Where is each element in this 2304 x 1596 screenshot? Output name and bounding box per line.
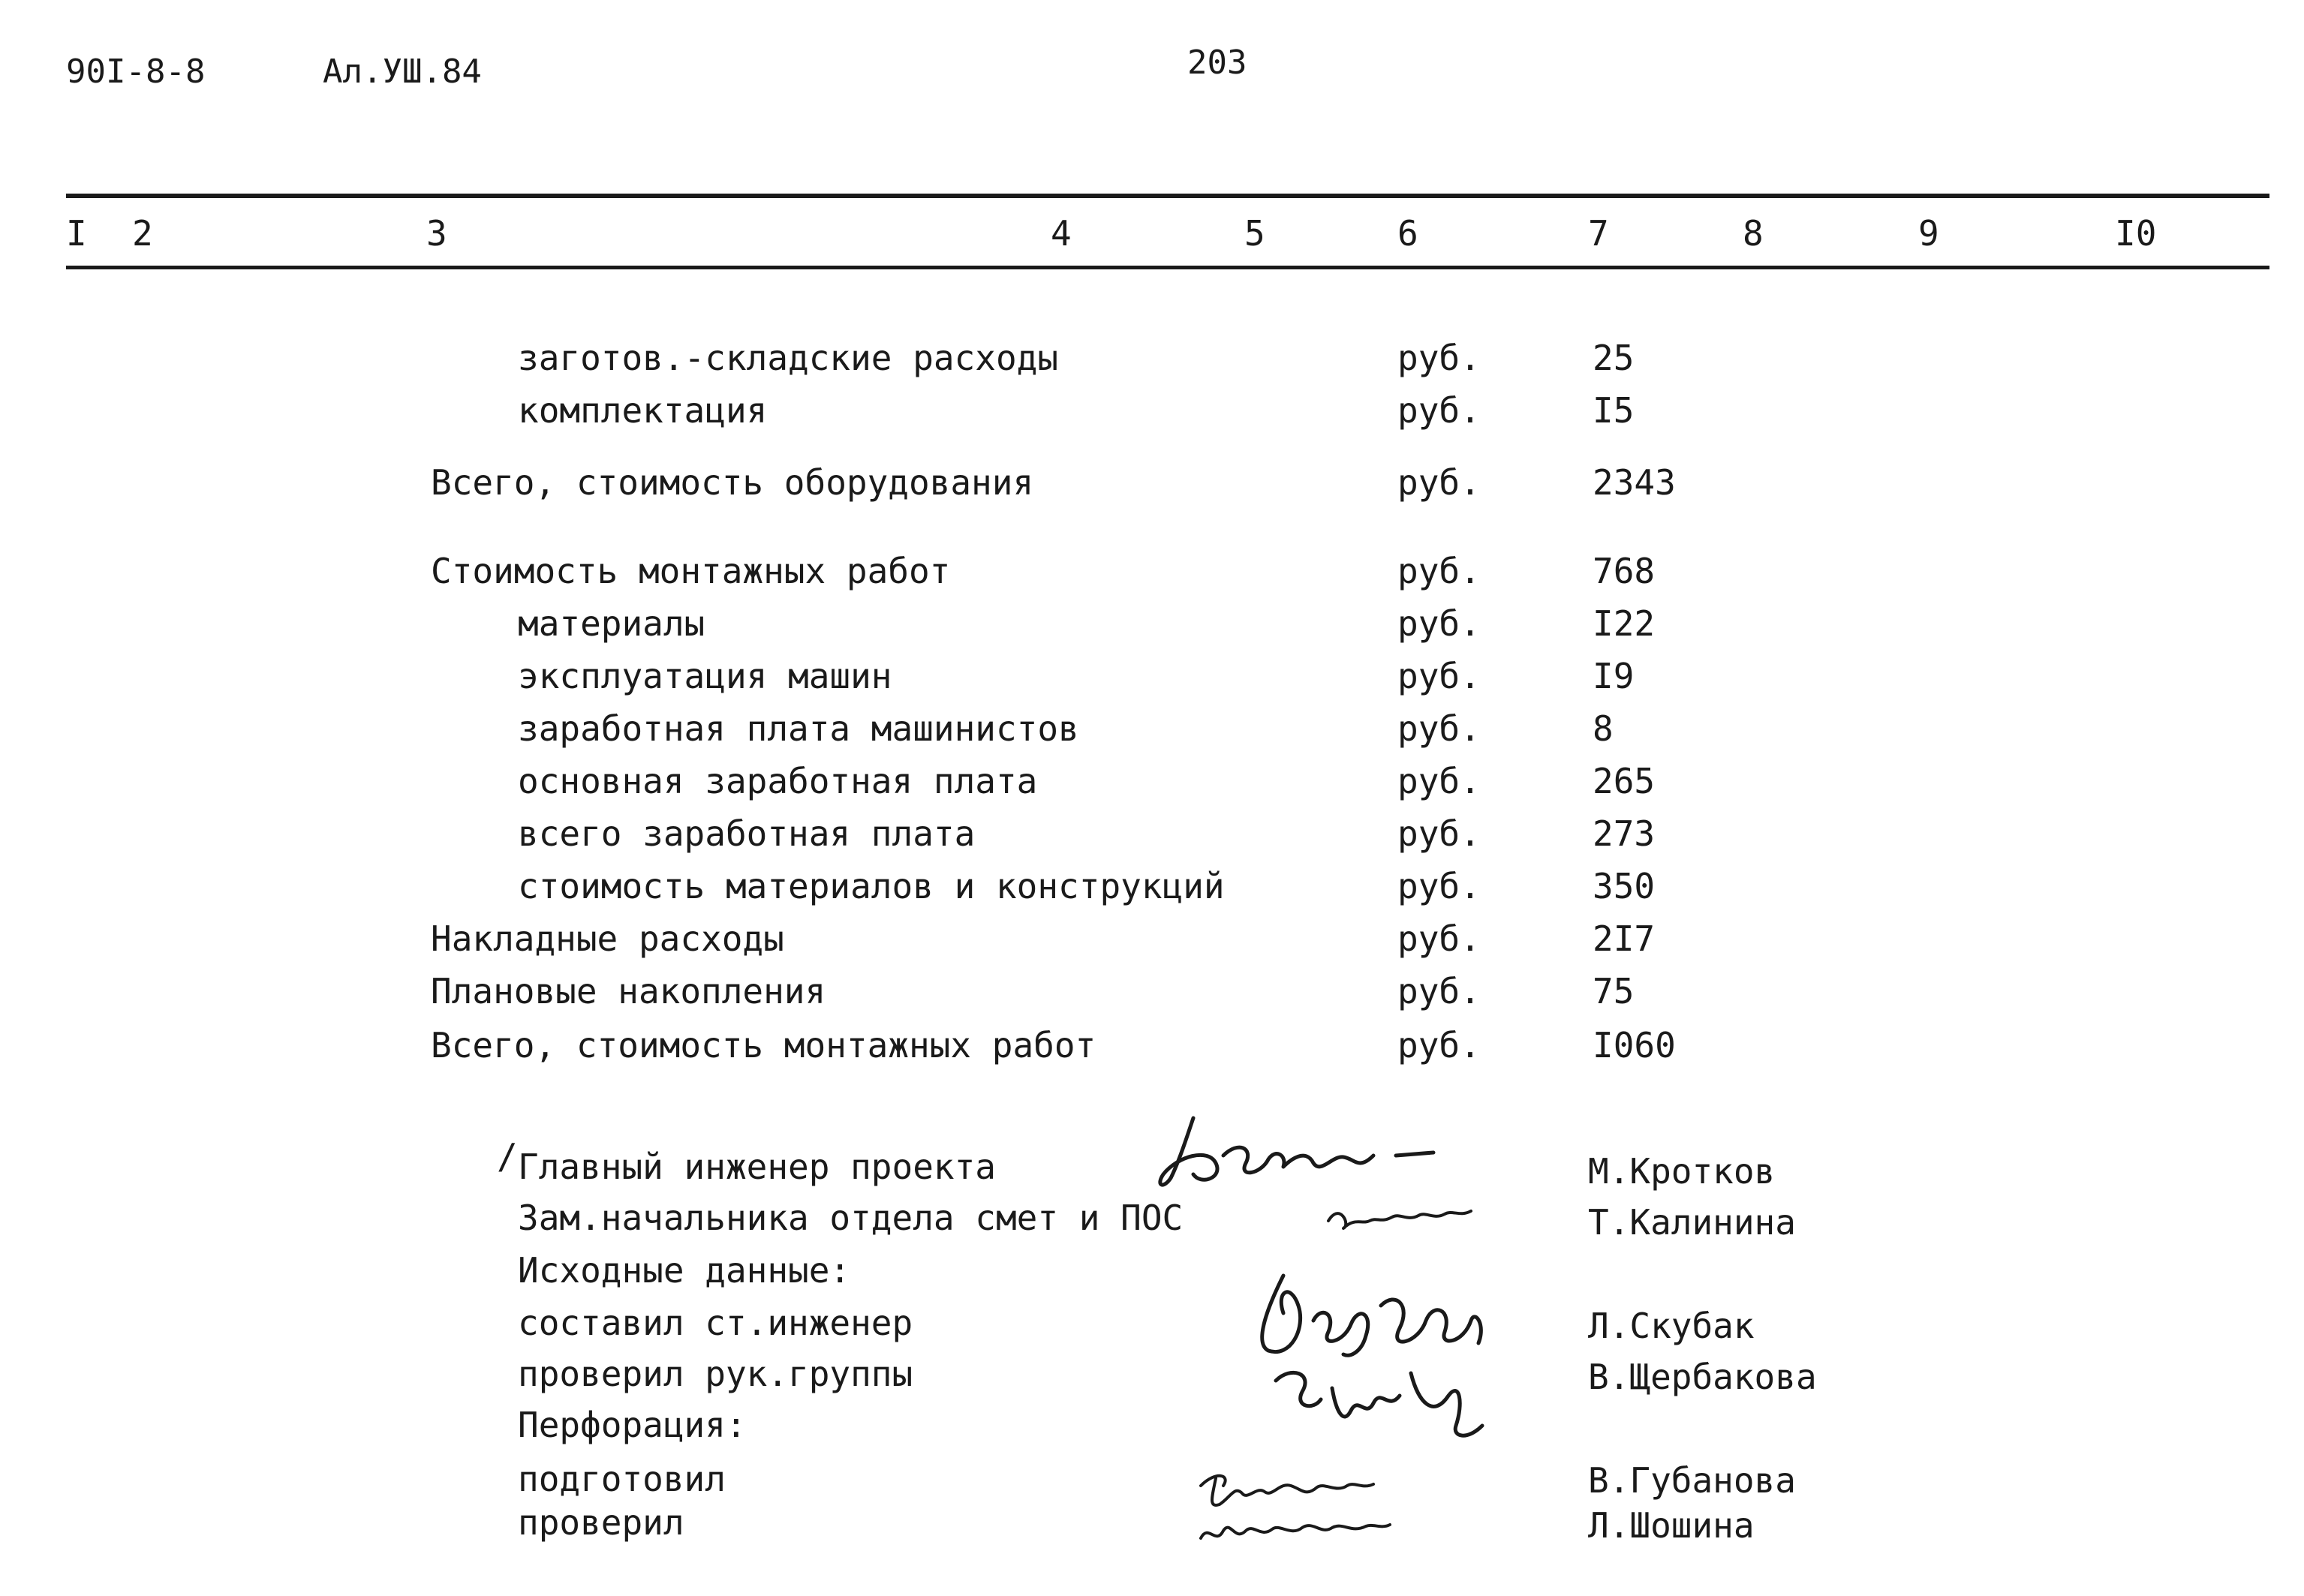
table-top-rule (66, 194, 2269, 198)
row-value: I22 (1593, 603, 1656, 644)
row-label: эксплуатация машин (518, 656, 892, 696)
row-value: I060 (1593, 1025, 1676, 1066)
signature-role: подготовил (518, 1459, 726, 1499)
row-label: основная заработная плата (518, 761, 1038, 801)
signature-section-heading: Исходные данные: (518, 1250, 851, 1291)
signature-name: Л.Шошина (1588, 1505, 1755, 1546)
column-number-7: 7 (1588, 213, 1609, 254)
document-code: 90I-8-8 (66, 53, 206, 91)
column-number-8: 8 (1743, 213, 1764, 254)
row-value: 2I7 (1593, 918, 1656, 959)
row-value: I9 (1593, 656, 1635, 696)
row-unit: руб. (1397, 761, 1481, 801)
row-label: комплектация (518, 390, 768, 431)
column-number-6: 6 (1397, 213, 1418, 254)
signature-role: составил ст.инженер (518, 1303, 913, 1343)
signature-role: проверил (518, 1502, 684, 1543)
row-value: 273 (1593, 813, 1656, 854)
row-label: Всего, стоимость оборудования (431, 462, 1034, 503)
handwritten-signature-compiler (1238, 1261, 1508, 1366)
handwritten-signature-chief-engineer (1141, 1103, 1471, 1201)
signature-role: Главный инженер проекта (518, 1147, 996, 1187)
signature-name: В.Щербакова (1588, 1357, 1817, 1397)
column-number-5: 5 (1244, 213, 1265, 254)
row-value: 350 (1593, 866, 1656, 906)
row-label: всего заработная плата (518, 813, 976, 854)
row-unit: руб. (1397, 462, 1481, 503)
row-unit: руб. (1397, 1025, 1481, 1066)
row-unit: руб. (1397, 813, 1481, 854)
signature-role: Зам.начальника отдела смет и ПОС (518, 1198, 1184, 1238)
row-value: 768 (1593, 551, 1656, 591)
row-unit: руб. (1397, 918, 1481, 959)
column-number-4: 4 (1051, 213, 1072, 254)
table-header-bottom-rule (66, 266, 2269, 269)
row-label: стоимость материалов и конструкций (518, 866, 1225, 906)
row-unit: руб. (1397, 708, 1481, 749)
row-unit: руб. (1397, 338, 1481, 378)
row-label: материалы (518, 603, 705, 644)
row-value: I5 (1593, 390, 1635, 431)
column-number-10: I0 (2115, 213, 2157, 254)
row-unit: руб. (1397, 551, 1481, 591)
album-reference: Ал.УШ.84 (323, 53, 482, 91)
signature-name: Т.Калинина (1588, 1202, 1796, 1243)
handwritten-signature-checker (1193, 1508, 1403, 1553)
row-label: заработная плата машинистов (518, 708, 1079, 749)
row-unit: руб. (1397, 390, 1481, 431)
handwritten-signature-deputy-head (1321, 1195, 1486, 1240)
column-number-9: 9 (1918, 213, 1939, 254)
column-number-1: I (66, 213, 87, 254)
handwritten-signature-group-head (1261, 1351, 1501, 1448)
signature-name: В.Губанова (1588, 1460, 1796, 1501)
row-label: Всего, стоимость монтажных работ (431, 1025, 1096, 1066)
signature-section-heading: Перфорация: (518, 1405, 747, 1445)
row-label: Накладные расходы (431, 918, 784, 959)
row-label: заготов.-складские расходы (518, 338, 1059, 378)
row-label: Плановые накопления (431, 971, 826, 1011)
signature-name: М.Кротков (1588, 1151, 1776, 1192)
column-number-2: 2 (132, 213, 153, 254)
row-unit: руб. (1397, 866, 1481, 906)
signature-tick-mark: / (497, 1136, 518, 1177)
row-value: 75 (1593, 971, 1635, 1011)
row-unit: руб. (1397, 656, 1481, 696)
row-unit: руб. (1397, 603, 1481, 644)
row-value: 265 (1593, 761, 1656, 801)
signature-role: проверил рук.группы (518, 1354, 913, 1394)
row-value: 25 (1593, 338, 1635, 378)
page-number: 203 (1187, 44, 1247, 82)
signature-name: Л.Скубак (1588, 1306, 1755, 1346)
row-value: 8 (1593, 708, 1614, 749)
row-value: 2343 (1593, 462, 1676, 503)
row-unit: руб. (1397, 971, 1481, 1011)
row-label: Стоимость монтажных работ (431, 551, 951, 591)
column-number-3: 3 (426, 213, 447, 254)
